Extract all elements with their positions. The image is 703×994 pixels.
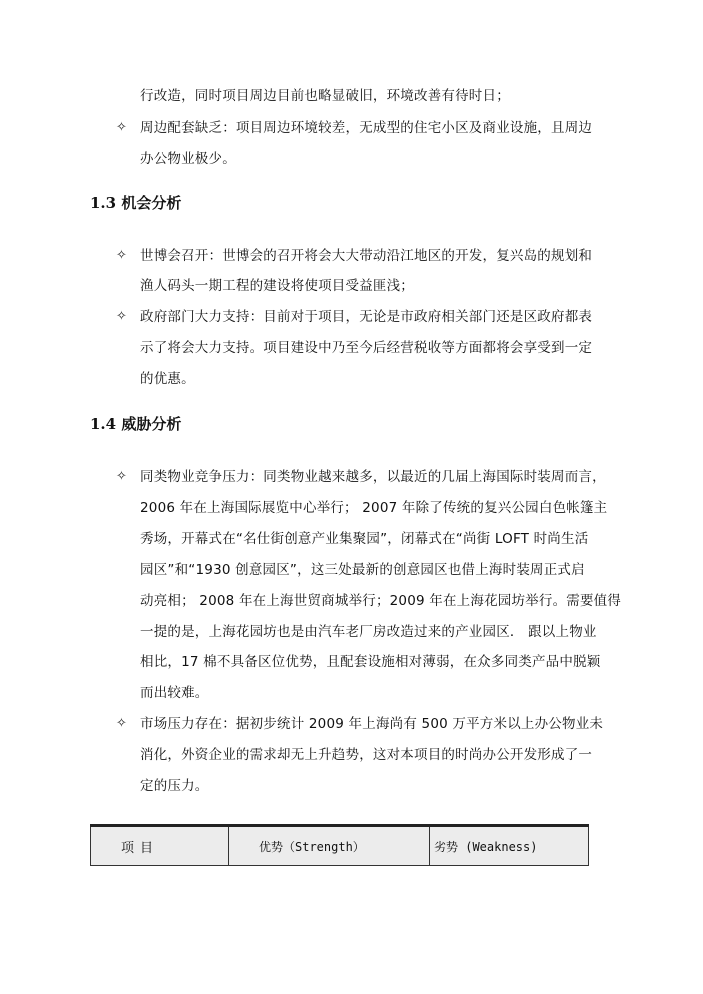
bullet-icon: ✧: [116, 120, 127, 135]
bullet-icon: ✧: [116, 309, 127, 324]
paragraph-line: 行改造，同时项目周边目前也略显破旧，环境改善有待时日；: [140, 88, 510, 104]
paragraph-line: 渔人码头一期工程的建设将使项目受益匪浅；: [140, 278, 414, 294]
paragraph-line: 同类物业竞争压力：同类物业越来越多，以最近的几届上海国际时装周而言，: [140, 469, 606, 485]
paragraph-line: 办公物业极少。: [140, 151, 236, 167]
paragraph-line: 秀场，开幕式在“名仕街创意产业集聚园”，闭幕式在“尚街 LOFT 时尚生活: [140, 531, 589, 547]
paragraph-line: 世博会召开：世博会的召开将会大大带动沿江地区的开发，复兴岛的规划和: [140, 248, 593, 264]
paragraph-line: 的优惠。: [140, 371, 195, 387]
table-header-row: [91, 826, 589, 866]
paragraph-line: 一提的是，上海花园坊也是由汽车老厂房改造过来的产业园区． 跟以上物业: [140, 624, 597, 640]
bullet-icon: ✧: [116, 248, 127, 263]
paragraph-line: 市场压力存在：据初步统计 2009 年上海尚有 500 万平方米以上办公物业未: [140, 716, 604, 732]
paragraph-line: 周边配套缺乏：项目周边环境较差，无成型的住宅小区及商业设施，且周边: [140, 120, 593, 136]
paragraph-line: 消化，外资企业的需求却无上升趋势，这对本项目的时尚办公开发形成了一: [140, 747, 593, 763]
paragraph-line: 2006 年在上海国际展览中心举行； 2007 年除了传统的复兴公园白色帐篷主: [140, 500, 608, 516]
bullet-icon: ✧: [116, 716, 127, 731]
paragraph-line: 相比，17 棉不具备区位优势，且配套设施相对薄弱，在众多同类产品中脱颖: [140, 654, 601, 670]
swot-table: [90, 824, 589, 866]
section-heading-opportunities: 1.3 机会分析: [90, 194, 182, 212]
table-header-weakness: 劣势 (Weakness): [430, 826, 589, 866]
paragraph-line: 而出较难。: [140, 685, 209, 701]
section-heading-threats: 1.4 威胁分析: [90, 415, 182, 433]
table-header-item: 项目: [91, 826, 229, 866]
paragraph-line: 示了将会大力支持。项目建设中乃至今后经营税收等方面都将会享受到一定: [140, 340, 593, 356]
paragraph-line: 定的压力。: [140, 778, 209, 794]
paragraph-line: 动亮相； 2008 年在上海世贸商城举行；2009 年在上海花园坊举行。需要值得: [140, 593, 622, 609]
paragraph-line: 园区”和“1930 创意园区”，这三处最新的创意园区也借上海时装周正式启: [140, 562, 585, 578]
table-header-strength: 优势（Strength）: [229, 826, 430, 866]
paragraph-line: 政府部门大力支持：目前对于项目，无论是市政府相关部门还是区政府都表: [140, 309, 593, 325]
bullet-icon: ✧: [116, 469, 127, 484]
